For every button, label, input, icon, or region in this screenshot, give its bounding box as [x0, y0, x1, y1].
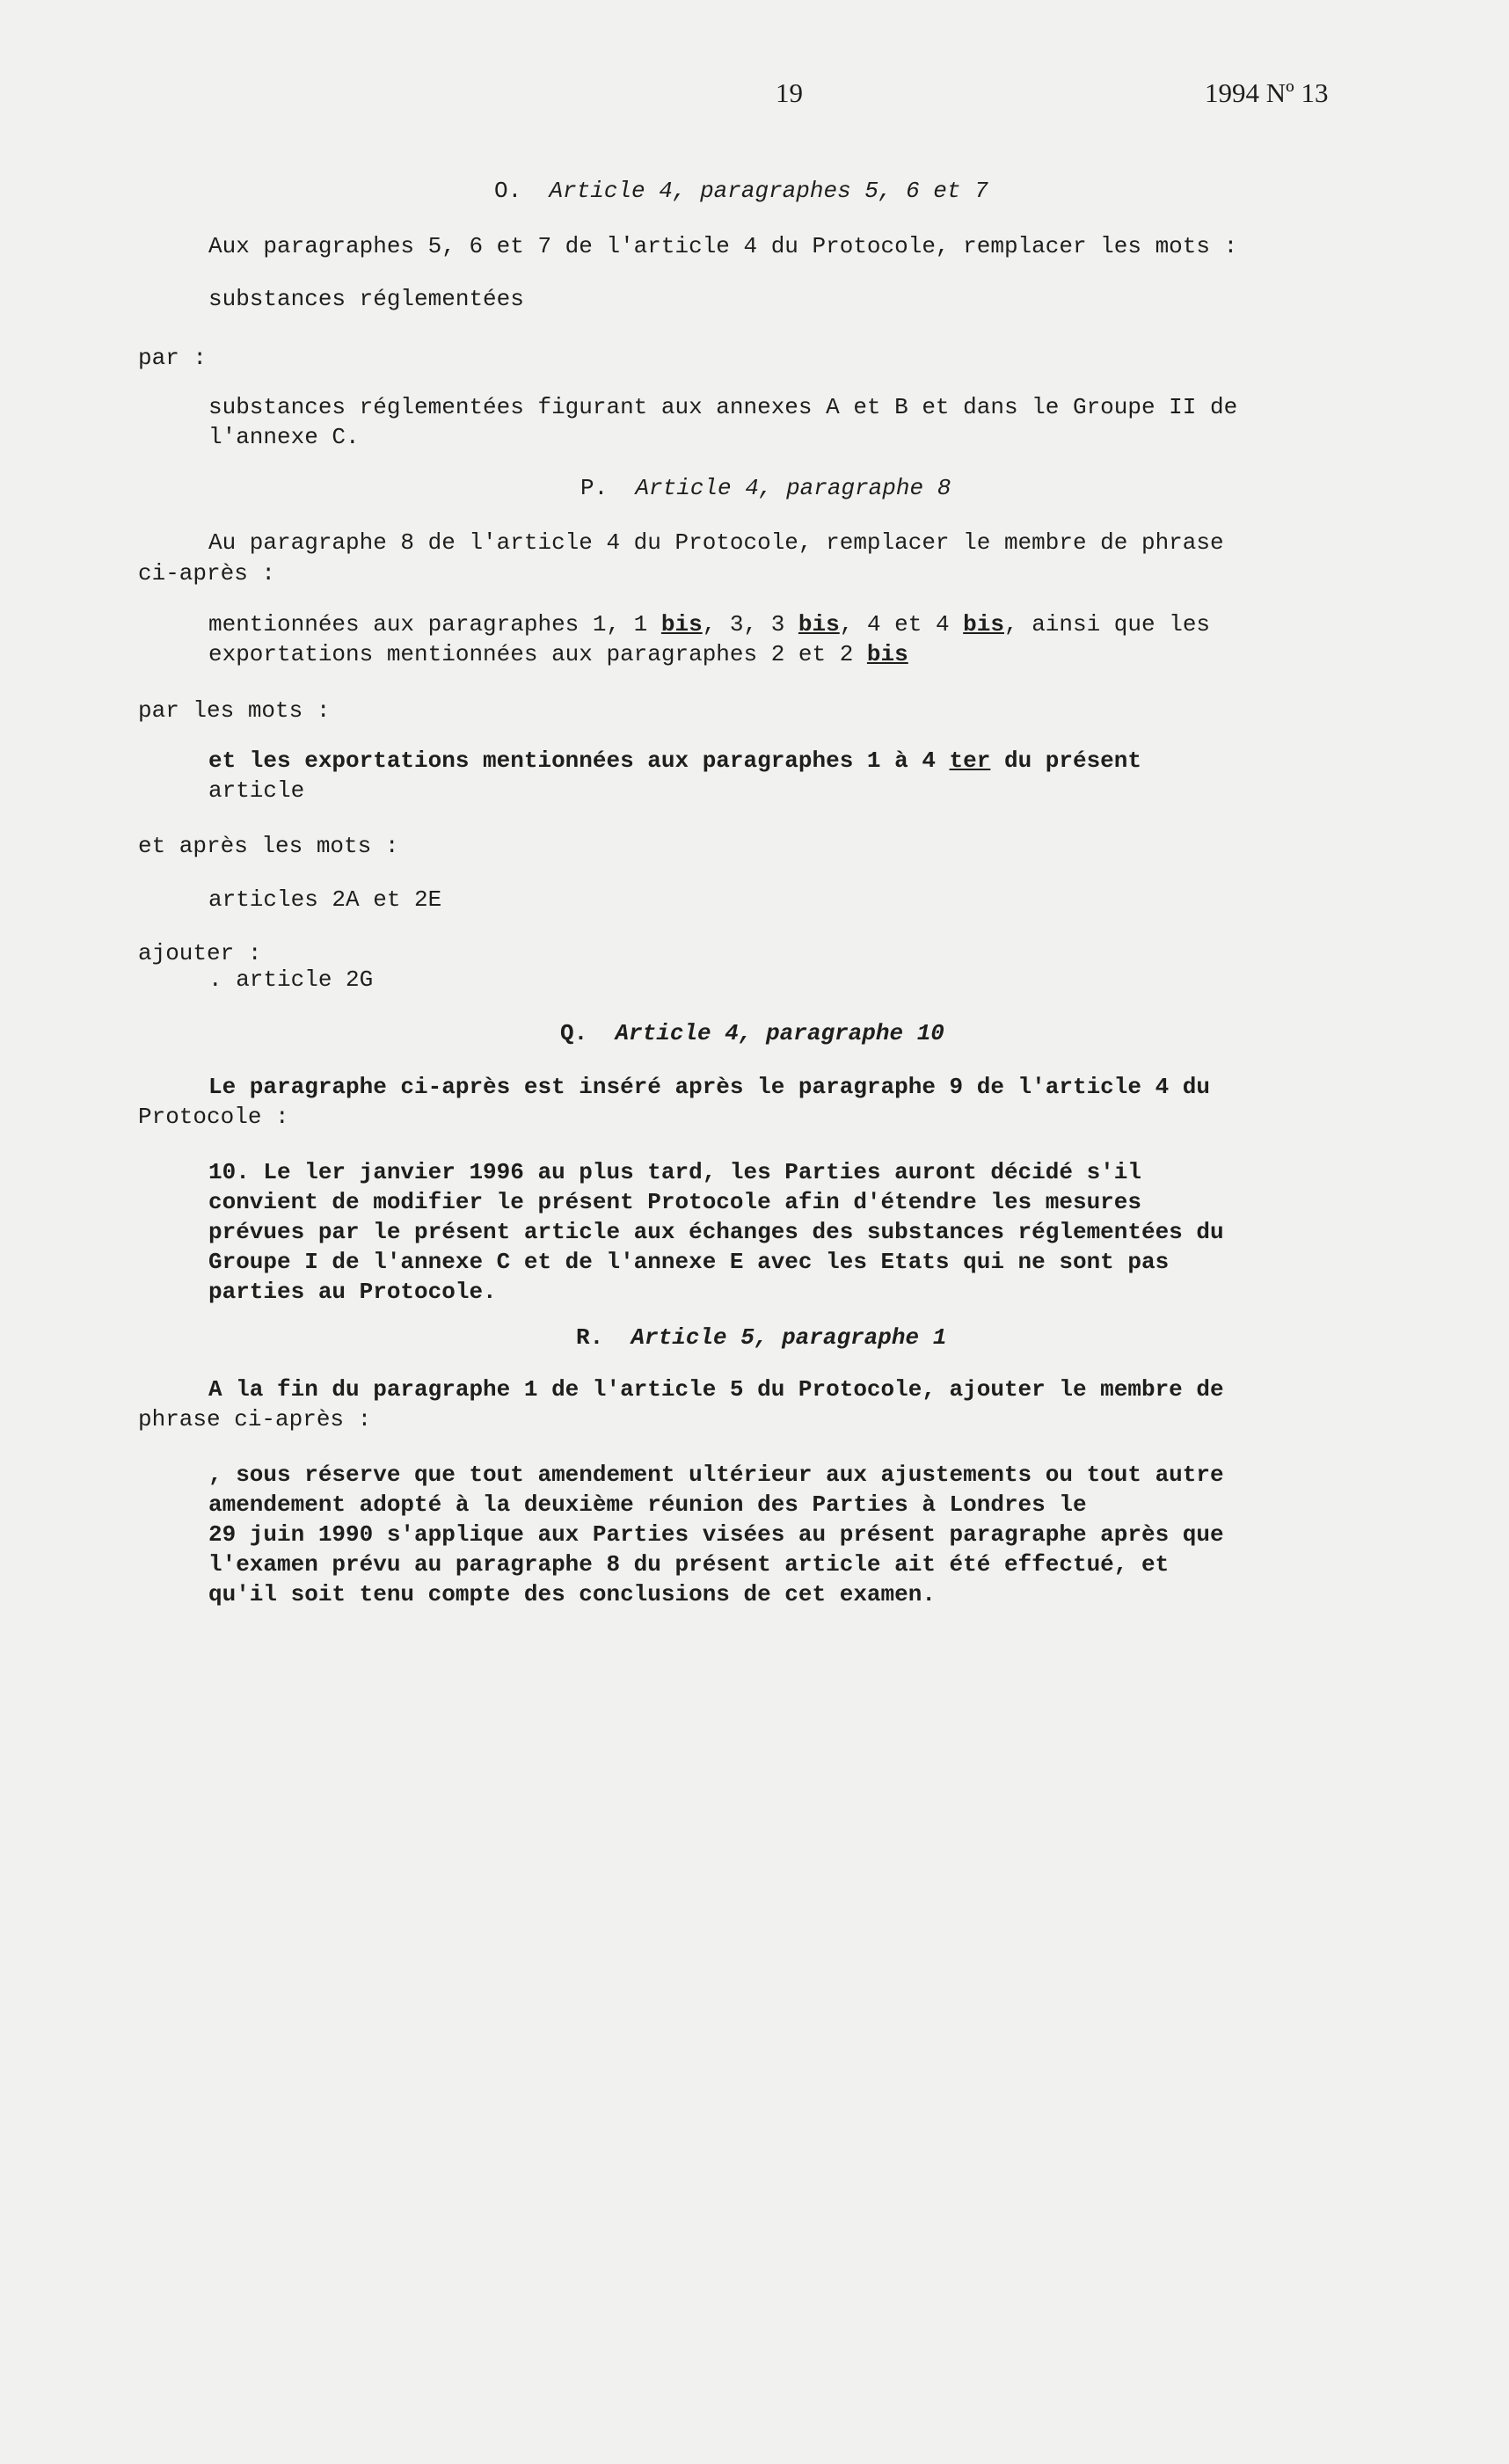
ter-term: ter — [949, 747, 991, 774]
section-q-intro-line2: Protocole : — [138, 1104, 289, 1130]
bis-term: bis — [963, 611, 1004, 638]
issue-number: 1994 Nº 13 — [1205, 77, 1329, 108]
page-number: 19 — [776, 77, 803, 108]
bis-term: bis — [660, 611, 703, 638]
bis-term: bis — [866, 641, 908, 667]
quote-text: , 4 et 4 — [839, 611, 964, 638]
section-p-new-line1 — [208, 747, 1141, 774]
quote-text: , 3, 3 — [702, 611, 798, 638]
section-o-old-text: substances réglementées — [208, 286, 524, 312]
section-o-heading — [494, 178, 988, 204]
quote-text: mentionnées aux paragraphes 1, 1 — [208, 611, 661, 638]
section-p-new-line2: article — [208, 777, 305, 804]
section-q-para-line5: parties au Protocole. — [208, 1279, 497, 1305]
section-p-add-label: ajouter : — [138, 940, 262, 966]
section-p-quote-line2 — [208, 641, 908, 667]
section-r-title: Article 5, paragraphe 1 — [631, 1324, 947, 1351]
section-q-letter: Q. — [560, 1020, 588, 1046]
section-q-para-line3: prévues par le présent article aux échanges des substances réglementées du — [208, 1219, 1224, 1245]
section-r-para-line5: qu'il soit tenu compte des conclusions de cet examen. — [208, 1581, 936, 1607]
section-p-intro-line1: Au paragraphe 8 de l'article 4 du Protocole, remplacer le membre de phrase — [208, 529, 1224, 556]
section-q-heading — [560, 1020, 944, 1046]
section-o-title: Article 4, paragraphes 5, 6 et 7 — [549, 178, 988, 204]
section-q-para-line4: Groupe I de l'annexe C et de l'annexe E avec les Etats qui ne sont pas — [208, 1249, 1170, 1275]
section-p-par-label: par les mots : — [138, 697, 331, 724]
new-text: et les exportations mentionnées aux paragraphes 1 à 4 — [208, 747, 950, 774]
section-q-intro-line1: Le paragraphe ci-après est inséré après le paragraphe 9 de l'article 4 du — [208, 1074, 1210, 1100]
section-p-heading — [580, 475, 951, 501]
quote-text: exportations mentionnées aux paragraphes 2 et 2 — [208, 641, 867, 667]
section-q-title: Article 4, paragraphe 10 — [615, 1020, 944, 1046]
section-r-letter: R. — [576, 1324, 604, 1351]
section-p-add-text: . article 2G — [208, 966, 374, 993]
section-p-title: Article 4, paragraphe 8 — [635, 475, 951, 501]
section-r-para-line4: l'examen prévu au paragraphe 8 du présent article ait été effectué, et — [208, 1551, 1170, 1578]
section-r-para-line2: amendement adopté à la deuxième réunion des Parties à Londres le — [208, 1491, 1087, 1518]
new-text: du présent — [990, 747, 1141, 774]
section-r-para-line3: 29 juin 1990 s'applique aux Parties visées au présent paragraphe après que — [208, 1521, 1224, 1548]
section-o-intro: Aux paragraphes 5, 6 et 7 de l'article 4 du Protocole, remplacer les mots : — [208, 233, 1238, 259]
section-r-para-line1: , sous réserve que tout amendement ultérieur aux ajustements ou tout autre — [208, 1462, 1224, 1488]
section-r-intro-line2: phrase ci-après : — [138, 1406, 372, 1432]
quote-text: , ainsi que les — [1003, 611, 1211, 638]
section-p-letter: P. — [580, 475, 609, 501]
section-p-quote-line1 — [208, 611, 1210, 638]
section-o-par-label: par : — [138, 345, 208, 371]
section-p-intro-line2: ci-après : — [138, 560, 276, 587]
section-r-intro-line1: A la fin du paragraphe 1 de l'article 5 du Protocole, ajouter le membre de — [208, 1376, 1224, 1403]
section-o-new-text-line2: l'annexe C. — [208, 424, 360, 450]
section-p-after-text: articles 2A et 2E — [208, 886, 442, 913]
section-q-para-line2: convient de modifier le présent Protocole afin d'étendre les mesures — [208, 1189, 1141, 1215]
section-r-heading — [576, 1324, 946, 1351]
bis-term: bis — [798, 611, 840, 638]
section-o-new-text-line1: substances réglementées figurant aux annexes A et B et dans le Groupe II de — [208, 394, 1238, 420]
section-q-para-line1: 10. Le ler janvier 1996 au plus tard, les Parties auront décidé s'il — [208, 1159, 1141, 1185]
section-p-after-label: et après les mots : — [138, 833, 399, 859]
section-o-letter: O. — [494, 178, 522, 204]
